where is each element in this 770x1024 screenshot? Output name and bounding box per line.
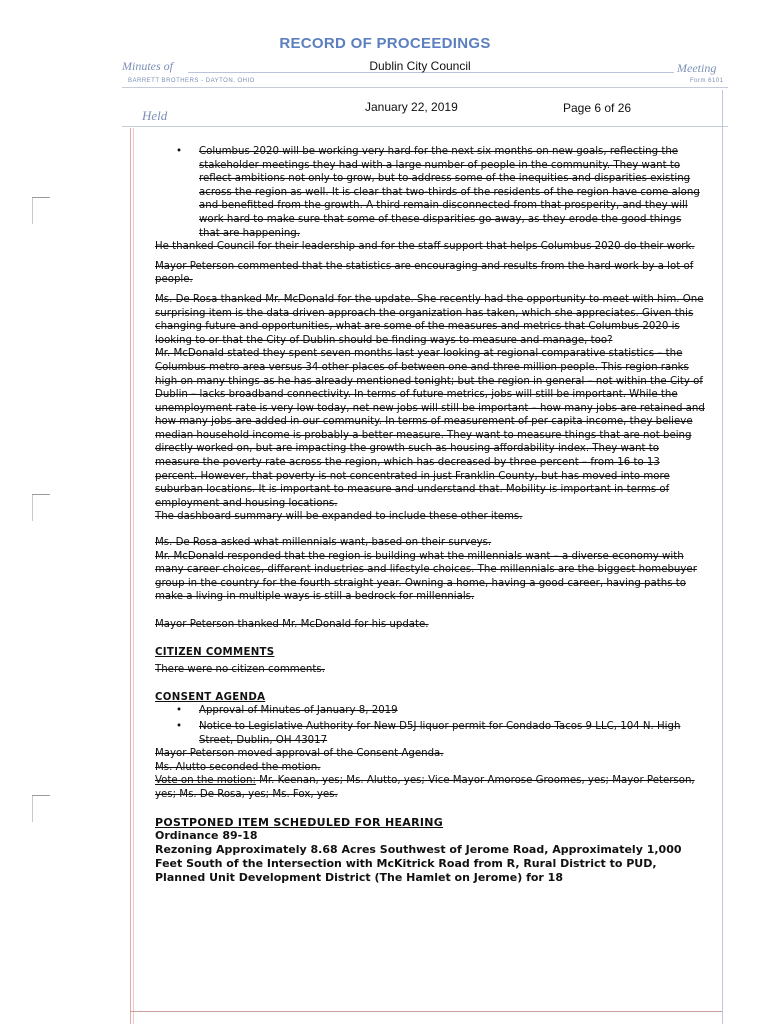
bullet-dot: • [176,705,183,717]
citizen-comments-heading: CITIZEN COMMENTS [155,646,275,658]
margin-mark-1 [32,197,50,198]
meeting-date: January 22, 2019 [365,100,458,114]
body-name: Dublin City Council [369,59,471,73]
right-margin-line [722,90,723,1024]
minutes-body [155,145,705,885]
paragraph-mcdonald: Mr. McDonald stated they spent seven months last year looking at regional comparative statistics – the Columbus metro area versus 34 other places of between one and three million people. This region ranks high on many things as he has already mentioned tonight; but the region in general – not within the City of Dublin – lacks broadband connectivity. In terms of future metrics, jobs will still be important. While the unemployment rate is very low today, net new jobs will still be important – how many jobs are retained and how many jobs are added in our community. In terms of measurement of per capita income, they believe median household income is probably a better measure. They want to measure things that are not being directly worked on, but are impacting the growth such as housing affordability index. They want to measure the poverty rate across the region, which has decreased by three percent – from 16 to 13 percent. However, that poverty is not concentrated in just Franklin County, but has moved into more suburban locations. It is important to measure and understand that. Mobility is important in terms of employment and housing locations. [155,348,705,509]
bullet-dot: • [176,720,183,732]
consent-item-text: Approval of Minutes of January 8, 2019 [199,705,398,717]
header-rule [122,87,728,88]
bullet-columbus-2020 [155,145,705,240]
citizen-comments-text: There were no citizen comments. [155,664,325,676]
held-rule [122,126,728,127]
consent-item-liquor [155,720,705,747]
paragraph-millennials-question: Ms. De Rosa asked what millennials want, based on their surveys. [155,537,492,549]
consent-vote [155,774,705,801]
vote-label: Vote on the motion: [155,775,256,787]
postponed-heading: POSTPONED ITEM SCHEDULED FOR HEARING [155,815,444,829]
minutes-of-label: Minutes of [122,59,173,73]
consent-item-minutes [155,704,705,718]
paragraph-dashboard: The dashboard summary will be expanded to include these other items. [155,511,523,523]
margin-mark-3 [32,795,50,796]
margin-tick-2 [32,495,33,521]
vote-text: Mr. Keenan, yes; Ms. Alutto, yes; Vice Mayor Amorose Groomes, yes; Mayor Peterson, yes; Ms. De Rosa, yes; Ms. Fox, yes. [155,775,695,800]
margin-mark-2 [32,494,50,495]
consent-motion: Mayor Peterson moved approval of the Consent Agenda. [155,748,444,760]
record-title: RECORD OF PROCEEDINGS [279,35,491,52]
paragraph-thanks: He thanked Council for their leadership and for the staff support that helps Columbus 2020 do their work. [155,241,695,253]
bullet-dot: • [176,146,183,157]
paragraph-millennials-answer: Mr. McDonald responded that the region is building what the millennials want – a diverse economy with many career choices, different industries and lifestyle choices. The millennials are the biggest homebuyer group in the country for the fourth straight year. Owning a home, having a good career, having paths to make a living in multiple ways is still a bedrock for millennials. [155,550,697,603]
consent-agenda-heading: CONSENT AGENDA [155,691,266,703]
form-number: Form 6101 [690,78,724,84]
held-label: Held [142,108,168,123]
meeting-label: Meeting [677,61,717,75]
left-margin-line [130,128,131,1024]
margin-tick-1 [32,198,33,224]
ordinance-title: Rezoning Approximately 8.68 Acres Southwest of Jerome Road, Approximately 1,000 Feet South of the Intersection with McKitrick Road from R, Rural District to PUD, Planned Unit Development District (The Hamlet on Jerome) for 18 [155,842,682,884]
margin-tick-3 [32,796,33,822]
paragraph-de-rosa: Ms. De Rosa thanked Mr. McDonald for the update. She recently had the opportunity to meet with him. One surprising item is the data driven approach the organization has taken, which she appreciates. Given this changing future and opportunities, what are some of the measures and metrics that Columbus 2020 is looking to or that the City of Dublin should be finding ways to measure and manage, too? [155,293,704,346]
page-number: Page 6 of 26 [563,101,632,115]
paragraph-mayor-thanks: Mayor Peterson thanked Mr. McDonald for his update. [155,619,429,630]
ordinance-number: Ordinance 89-18 [155,829,258,843]
consent-second: Ms. Alutto seconded the motion. [155,761,321,773]
left-margin-line-inner [133,128,134,1024]
bottom-margin-line [130,1011,722,1012]
bullet-text: Columbus 2020 will be working very hard for the next six months on new goals, reflecting the stakeholder meetings they had with a large number of people in the community. They want to reflect ambitions not only to grow, but to address some of the inequities and disparities existing across the region as well. It is clear that two-thirds of the residents of the region have come along and benefitted from the growth. A third remain disconnected from that prosperity, and they will work hard to make sure that some of these disparities go away, as they erode the good things that are happening. [199,146,700,239]
publisher-label: BARRETT BROTHERS - DAYTON, OHIO [128,78,255,84]
consent-item-text: Notice to Legislative Authority for New D5J liquor permit for Condado Tacos 9 LLC, 104 N. High Street, Dublin, OH 43017 [199,720,681,746]
paragraph-mayor-comment: Mayor Peterson commented that the statistics are encouraging and results from the hard work by a lot of people. [155,260,694,286]
